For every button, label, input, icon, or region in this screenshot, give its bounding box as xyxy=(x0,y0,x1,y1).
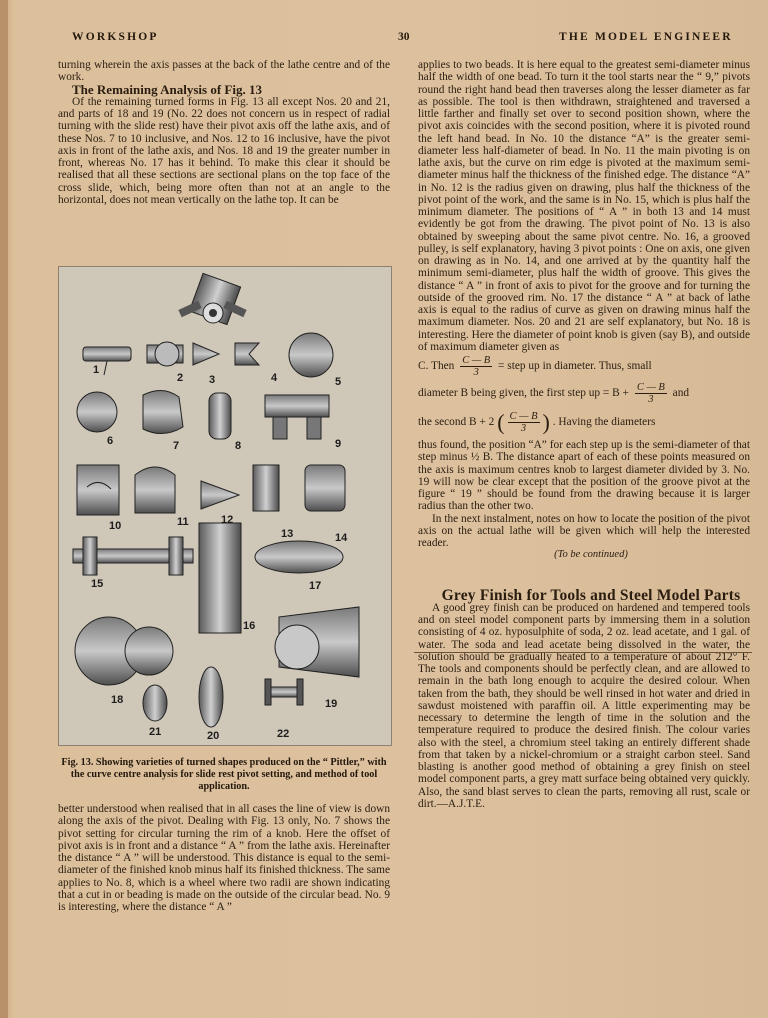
right-paragraph-2: thus found, the position “A” for each step up is the semi-diameter of that step minus ½ B. The distance apart of each of these points measured on the axis is maximum centres knob to largest diameter divided by 3. No. 19 will now be clear except that the position of the groove pivot at the figure “ 19 ” should be found from the drawing because it is larger radius than the other two. xyxy=(418,439,750,513)
turned-forms-row-2 xyxy=(77,390,329,439)
figure-number-label: 3 xyxy=(209,374,216,386)
figure-number-label: 19 xyxy=(325,698,338,710)
page-number: 30 xyxy=(398,31,410,43)
turned-forms-row-3 xyxy=(77,465,345,515)
slide-rest-tool-holder xyxy=(178,273,246,324)
figure-number-label: 2 xyxy=(177,372,184,384)
figure-number-label: 5 xyxy=(335,376,342,388)
fraction-numerator: C — B xyxy=(462,355,491,366)
figure-caption: Fig. 13. Showing varieties of turned shapes produced on the “ Pittler,” with the curve centre analysis for slide rest pivot setting, and method of tool application. xyxy=(61,757,387,792)
article-heading: Grey Finish for Tools and Steel Model Parts xyxy=(441,586,741,604)
figure-number-label: 13 xyxy=(281,528,294,540)
close-paren-glyph: ) xyxy=(542,409,550,435)
running-header-right: THE MODEL ENGINEER xyxy=(559,31,733,43)
figure-number-label: 10 xyxy=(109,520,122,532)
equation-2-lead: diameter B being given, the first step up = B + xyxy=(418,387,629,400)
article-body: A good grey finish can be produced on hardened and tempered tools and on steel model component parts by immersing them in a solution consisting of 4 oz. hyposulphite of soda, 2 oz. lead acetate, and 1 gal. of water. The soda and lead acetate being dissolved in the water, the solution should be gradually heated to a temperature of about 212° F. The tools and components should be perfectly clean, and are allowed to remain in the bath long enough to acquire the desired colour. When taken from the bath, they should be well rinsed in hot water and dried in sawdust moistened with paraffin oil. A little experimenting may be necessary to determine the length of time in the solution and the temperature required to produce the desired finish. The colour varies also with the steel, a chromium steel taking an entirely different shade from that taken by a nickel-chromium or a straight carbon steel. Sand blasting is another good method of obtaining a grey finish on steel model component parts, a grey matt surface being obtained very quickly. Also, the sand blast serves to clean the parts, removing all rust, scale or dirt.—A.J.T.E. xyxy=(418,601,750,810)
figure-number-label: 9 xyxy=(335,438,342,450)
left-column-bottom xyxy=(58,803,390,913)
figure-number-label: 7 xyxy=(173,440,180,452)
figure-number-label: 1 xyxy=(93,364,100,376)
figure-number-label: 11 xyxy=(177,516,189,528)
running-header-left: WORKSHOP xyxy=(72,31,159,43)
section-paragraph: Of the remaining turned forms in Fig. 13 all except Nos. 20 and 21, and parts of 18 and 19 (No. 22 does not concern us in respect of radial turning with the slide rest) have their pivot axis off the lathe axis, and of these Nos. 7 to 10 inclusive, and Nos. 12 to 16 inclusive, have the pivot axis in front of the lathe axis, and Nos. 18 and 19 the greater number in front, whereas No. 17 has it behind. To make this clear it should be realised that all these sections are sectional plans on the top face of the cross slide, which, being more often than not at an angle to the horizontal, does not mean vertically on the lathe top. It can be xyxy=(58,95,390,206)
right-paragraph-1: applies to two beads. It is here equal to the greatest semi-diameter minus half the width of one bead. To turn it the tool starts near the “ 9,” pivots round the right hand bead then traverses along the lesser diameter as far as possible. The tool is then withdrawn, straightened and traversed a little farther and finally set over to second position shown, where the pivot axis coincides with the second position, where it is pivoted round the left hand bead. In No. 10 the distance “A” is the greater semi-diameter less half-diameter of bead. In No. 11 the main pivoting is on lathe axis, but the curve on rim edge is pivoted at the maximum semi-diameter minus half the thickness of the finished edge. The distance “A” in No. 12 is the radius given on drawing, plus half the thickness of the pivot point of the work, and the same is in No. 15, which is plus half the minimum diameter. The positions of “ A ” in both 13 and 14 must evidently be got from the drawing. The pivot point of No. 13 is also obtained by sweeping about the same pivot centre. No. 16, a grooved pulley, is self explanatory, having 3 pivot points : One on axis, one given on drawing as in No. 14, and one arrived at by the quantity half the minimum semi-diameter, plus half the width of groove. This gives the distance “ A ” in front of axis to pivot for the groove and for turning the outside of the grooved rim. No. 17 the distance “ A ” at back of lathe axis is equal to the radius of curve as given on drawing minus half the maximum diameter. Nos. 20 and 21 are self explanatory, but No. 18 is interesting. Here the diameter of point knob is given (say B), and outside of maximum diameter given as xyxy=(418,59,750,353)
equation-3-tail: . Having the diameters xyxy=(552,416,656,429)
fraction-denominator: 3 xyxy=(520,423,527,434)
equation-1-lead: C. Then xyxy=(418,360,455,373)
equation-2-tail: and xyxy=(672,387,690,400)
intro-paragraph: turning wherein the axis passes at the back of the lathe centre and of the work. xyxy=(58,59,390,84)
fraction-numerator: C — B xyxy=(636,382,665,393)
figure-number-label: 4 xyxy=(271,372,278,384)
to-be-continued: (To be continued) xyxy=(554,549,628,561)
figure-number-label: 17 xyxy=(309,580,322,592)
figure-number-label: 15 xyxy=(91,578,104,590)
equation-1-tail: = step up in diameter. Thus, small xyxy=(498,360,652,373)
fraction-denominator: 3 xyxy=(648,394,654,405)
equation-3-fraction xyxy=(508,411,540,434)
figure-number-label: 12 xyxy=(221,514,234,526)
equation-line-1 xyxy=(418,355,750,378)
figure-number-label: 21 xyxy=(149,726,162,738)
figure-number-label: 22 xyxy=(277,728,290,740)
left-column-top xyxy=(58,59,390,206)
continuation-paragraph: better understood when realised that in all cases the line of view is down along the axis of the pivot. Dealing with Fig. 13 only, No. 7 shows the pivot setting for circular turning the rim of a knob. Here the offset of pivot axis is in front and a distance “ A ” from the lathe axis. Hereinafter the distance “ A ” will be understood. This distance is equal to the semi-diameter of the finished knob minus half its finished thickness. The same applies to No. 8, which is a wheel where two radii are shown indicating that a cut in or beading is made on the outside of the circular bead. No. 9 is interesting, where the distance “ A ” xyxy=(58,803,390,913)
equation-2-fraction xyxy=(635,382,667,405)
equation-line-2 xyxy=(418,382,750,405)
right-paragraph-3: In the next instalment, notes on how to locate the position of the pivot axis on the actual lathe will be given which will help the interested reader. xyxy=(418,512,750,549)
equation-1-fraction xyxy=(460,355,492,378)
section-heading: The Remaining Analysis of Fig. 13 xyxy=(72,81,262,97)
figure-13-drawing xyxy=(59,267,391,745)
figure-number-label: 16 xyxy=(243,620,256,632)
open-paren-glyph: ( xyxy=(497,409,505,435)
fraction-denominator: 3 xyxy=(473,367,479,378)
equation-line-3 xyxy=(418,411,750,434)
figure-13 xyxy=(58,266,392,746)
page-spine-shadow xyxy=(0,0,8,1018)
turned-forms-row-6 xyxy=(143,667,303,727)
right-column xyxy=(418,59,750,810)
article-divider xyxy=(414,652,752,653)
figure-number-label: 20 xyxy=(207,730,220,742)
turned-forms-row-1 xyxy=(83,333,333,377)
equation-3-lead: the second B + 2 xyxy=(418,416,495,429)
figure-number-label: 8 xyxy=(235,440,242,452)
figure-number-label: 6 xyxy=(107,435,114,447)
figure-number-label: 18 xyxy=(111,694,124,706)
fraction-numerator: C — B xyxy=(509,411,538,422)
figure-number-label: 14 xyxy=(335,532,348,544)
